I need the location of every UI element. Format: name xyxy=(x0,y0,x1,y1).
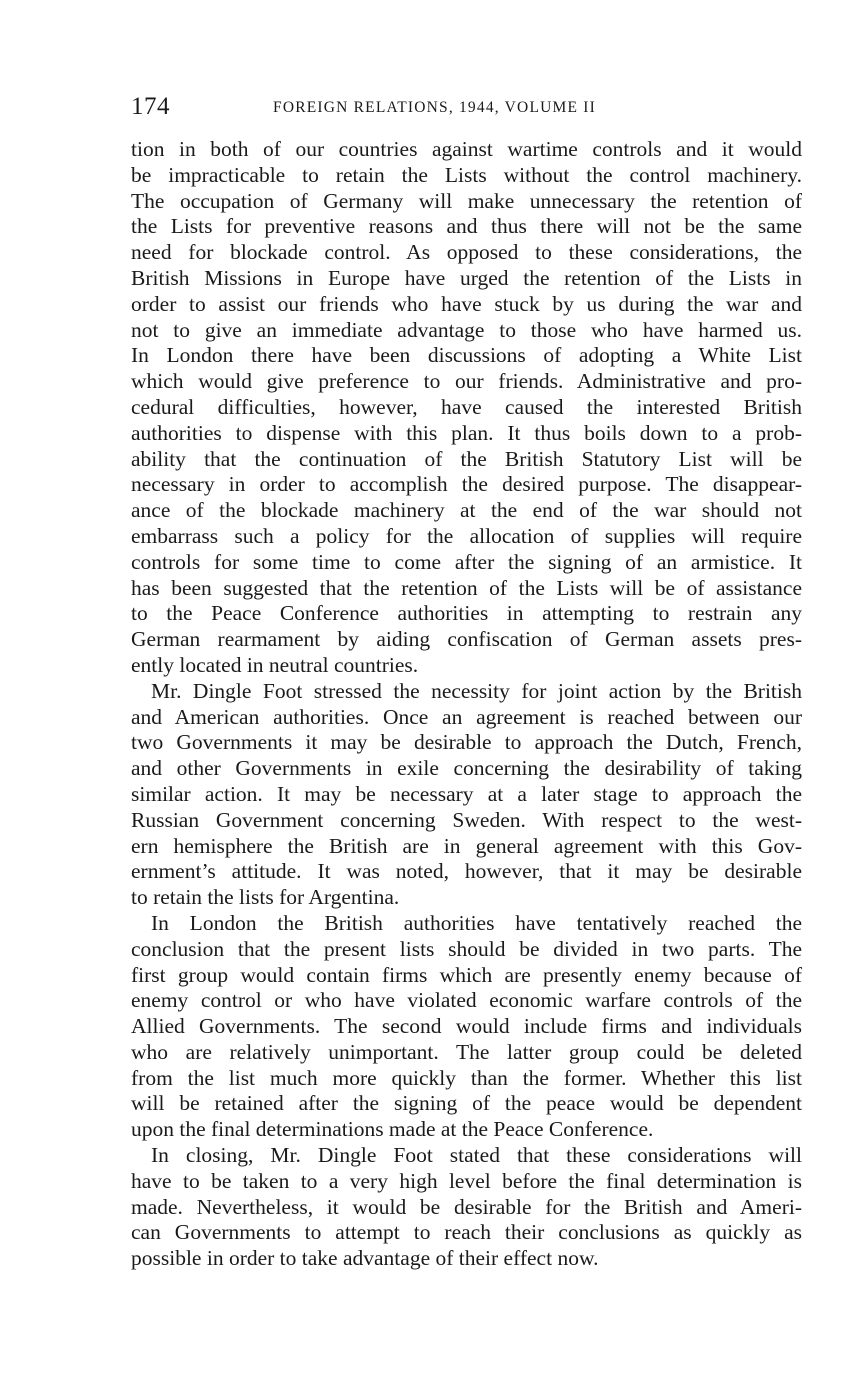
text-line: embarrass such a policy for the allocation of supplies will require xyxy=(131,523,802,548)
text-line: made. Nevertheless, it would be desirable for the British and Ameri- xyxy=(131,1194,802,1219)
text-line: In closing, Mr. Dingle Foot stated that these considerations will xyxy=(151,1143,802,1168)
text-line: possible in order to take advantage of their effect now. xyxy=(131,1246,599,1271)
text-line: ently located in neutral countries. xyxy=(131,652,419,677)
text-line: ernment’s attitude. It was noted, however, that it may be desirable xyxy=(131,859,802,884)
text-line: can Governments to attempt to reach their conclusions as quickly as xyxy=(131,1220,802,1245)
paragraph-2 xyxy=(131,679,802,911)
text-line: ern hemisphere the British are in general agreement with this Gov- xyxy=(131,833,802,858)
text-line: two Governments it may be desirable to approach the Dutch, French, xyxy=(131,730,802,755)
running-title: FOREIGN RELATIONS, 1944, VOLUME II xyxy=(273,99,596,116)
text-line: ability that the continuation of the British Statutory List will be xyxy=(131,446,802,471)
text-line: be impracticable to retain the Lists without the control machinery. xyxy=(131,162,802,187)
text-line: will be retained after the signing of the peace would be dependent xyxy=(131,1091,802,1116)
text-line: need for blockade control. As opposed to these considerations, the xyxy=(131,240,802,265)
paragraph-3 xyxy=(131,911,802,1143)
paragraph-1 xyxy=(131,137,802,679)
text-line: cedural difficulties, however, have caused the interested British xyxy=(131,394,802,419)
text-line: controls for some time to come after the signing of an armistice. It xyxy=(131,549,802,574)
paragraph-4 xyxy=(131,1143,802,1272)
page-number: 174 xyxy=(131,93,170,120)
text-line: which would give preference to our friends. Administrative and pro- xyxy=(131,369,802,394)
text-line: The occupation of Germany will make unnecessary the retention of xyxy=(131,188,802,213)
text-line: necessary in order to accomplish the desired purpose. The disappear- xyxy=(131,472,802,497)
text-line: to the Peace Conference authorities in attempting to restrain any xyxy=(131,601,802,626)
text-line: Russian Government concerning Sweden. With respect to the west- xyxy=(131,807,802,832)
text-line: and American authorities. Once an agreement is reached between our xyxy=(131,704,802,729)
text-line: the Lists for preventive reasons and thus there will not be the same xyxy=(131,214,802,239)
text-line: Allied Governments. The second would include firms and individuals xyxy=(131,1014,802,1039)
text-line: order to assist our friends who have stuck by us during the war and xyxy=(131,291,802,316)
body-text xyxy=(131,137,802,1272)
text-line: In London there have been discussions of adopting a White List xyxy=(131,343,802,368)
running-head xyxy=(131,92,802,122)
text-line: conclusion that the present lists should be divided in two parts. The xyxy=(131,936,802,961)
text-line: similar action. It may be necessary at a later stage to approach the xyxy=(131,781,802,806)
text-line: ance of the blockade machinery at the end of the war should not xyxy=(131,498,802,523)
text-line: German rearmament by aiding confiscation of German assets pres- xyxy=(131,627,802,652)
text-line: and other Governments in exile concerning the desirability of taking xyxy=(131,756,802,781)
text-line: tion in both of our countries against wartime controls and it would xyxy=(131,137,802,161)
text-line: In London the British authorities have tentatively reached the xyxy=(151,910,802,935)
text-line: from the list much more quickly than the former. Whether this list xyxy=(131,1065,802,1090)
text-line: first group would contain firms which are presently enemy because of xyxy=(131,962,802,987)
text-line: enemy control or who have violated economic warfare controls of the xyxy=(131,988,802,1013)
text-line: Mr. Dingle Foot stressed the necessity for joint action by the British xyxy=(151,678,802,703)
text-line: authorities to dispense with this plan. It thus boils down to a prob- xyxy=(131,420,802,445)
text-line: British Missions in Europe have urged the retention of the Lists in xyxy=(131,265,802,290)
text-line: to retain the lists for Argentina. xyxy=(131,885,400,910)
text-line: has been suggested that the retention of the Lists will be of assistance xyxy=(131,575,802,600)
text-line: upon the final determinations made at the Peace Conference. xyxy=(131,1117,654,1142)
text-line: not to give an immediate advantage to those who have harmed us. xyxy=(131,317,802,342)
text-line: who are relatively unimportant. The latter group could be deleted xyxy=(131,1039,802,1064)
text-line: have to be taken to a very high level before the final determination is xyxy=(131,1168,802,1193)
